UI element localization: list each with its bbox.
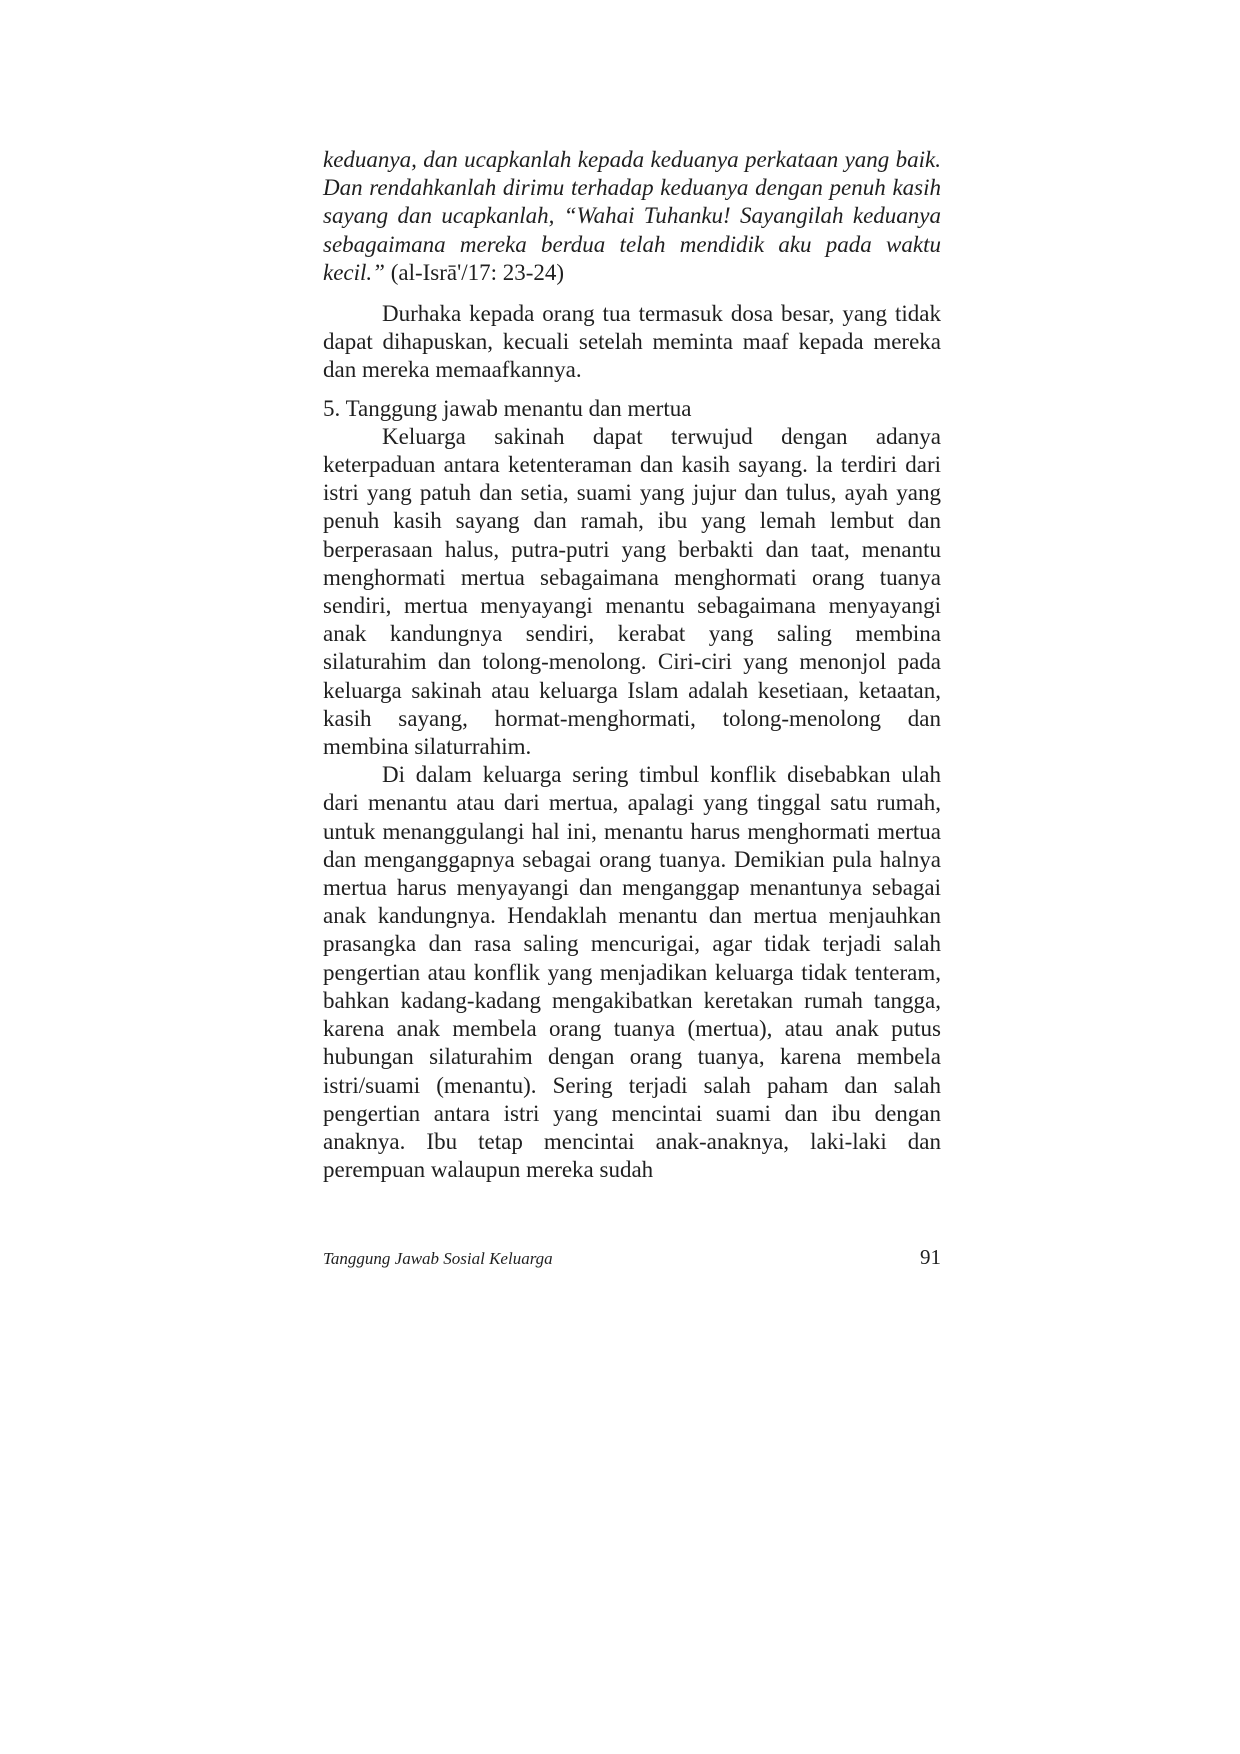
page-footer	[323, 1245, 941, 1275]
running-title: Tanggung Jawab Sosial Keluarga	[323, 1249, 553, 1268]
body-text	[323, 146, 941, 1184]
page-number: 91	[920, 1245, 941, 1269]
quote-reference: (al-Isrā'/17: 23-24)	[384, 259, 565, 285]
quran-translation-quote	[323, 146, 941, 287]
paragraph-konflik: Di dalam keluarga sering timbul konflik disebabkan ulah dari menantu atau dari mertua, apalagi yang tinggal satu rumah, untuk menanggulangi hal ini, menantu harus menghormati mertua dan menganggapnya sebagai orang tuanya. Demikian pula halnya mertua harus menyayangi dan menganggap menantunya sebagai anak kandungnya. Hendaklah menantu dan mertua menjauhkan prasangka dan rasa saling mencurigai, agar tidak terjadi salah pengertian atau konflik yang menjadikan keluarga tidak tenteram, bahkan kadang-kadang mengakibatkan keretakan rumah tangga, karena anak membela orang tuanya (mertua), atau anak putus hubungan silaturahim dengan orang tuanya, karena membela istri/suami (menantu). Sering terjadi salah paham dan salah pengertian antara istri yang mencintai suami dan ibu dengan anaknya. Ibu tetap mencintai anak-anaknya, laki-laki dan perempuan walaupun mereka sudah	[323, 762, 941, 1183]
quote-text: keduanya, dan ucapkanlah kepada keduanya perkataan yang baik. Dan rendahkanlah dirimu terhadap keduanya dengan penuh kasih sayang dan ucapkanlah, “Wahai Tuhanku! Sayangilah keduanya sebagaimana mereka berdua telah mendidik aku pada waktu kecil.”	[323, 147, 941, 285]
paragraph-keluarga-sakinah: Keluarga sakinah dapat terwujud dengan adanya keterpaduan antara ketenteraman dan kasih sayang. la terdiri dari istri yang patuh dan setia, suami yang jujur dan tulus, ayah yang penuh kasih sayang dan ramah, ibu yang lemah lembut dan berperasaan halus, putra-putri yang berbakti dan taat, menantu menghormati mertua sebagaimana menghormati orang tuanya sendiri, mertua menyayangi menantu sebagaimana menyayangi anak kandungnya sendiri, kerabat yang saling membina silaturahim dan tolong-menolong. Ciri-ciri yang menonjol pada keluarga sakinah atau keluarga Islam adalah kesetiaan, ketaatan, kasih sayang, hormat-menghormati, tolong-menolong dan membina silaturrahim.	[323, 423, 941, 760]
section-heading: 5. Tanggung jawab menantu dan mertua	[323, 395, 692, 421]
paragraph-durhaka: Durhaka kepada orang tua termasuk dosa besar, yang tidak dapat dihapuskan, kecuali setelah meminta maaf kepada mereka dan mereka memaafkannya.	[323, 301, 941, 383]
